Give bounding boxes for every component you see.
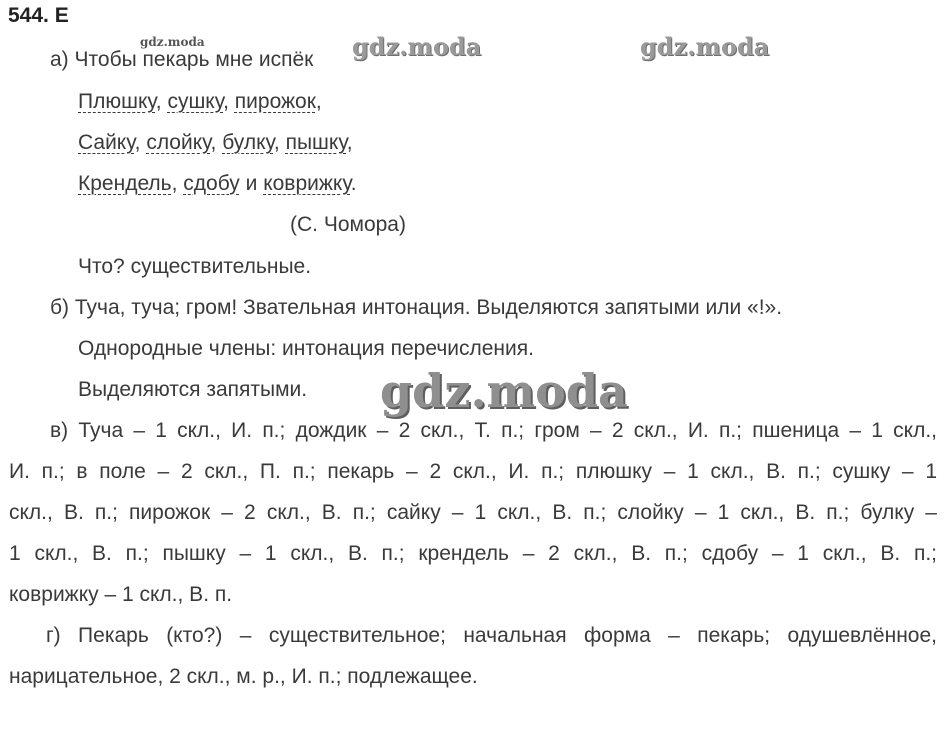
part-a-answer: Что? существительные.	[78, 255, 312, 278]
part-g-line-2: нарицательное, 2 скл., м. р., И. п.; подлежащее.	[9, 665, 478, 688]
watermark-medium: gdz.moda	[352, 32, 482, 61]
underlined-word: слойку	[146, 131, 211, 154]
part-v-line-2: И. п.; в поле – 2 скл., П. п.; пекарь – 2 скл., И. п.; плюшку – 1 скл., В. п.; сушку – 1	[9, 460, 937, 483]
exercise-number: 544. Е	[8, 4, 69, 27]
part-v-line-1: в) Туча – 1 скл., И. п.; дождик – 2 скл., Т. п.; гром – 2 скл., И. п.; пшеница – 1 скл.,	[50, 419, 937, 442]
part-a-intro: а) Чтобы пекарь мне испёк	[50, 48, 314, 71]
poem-line-1: Плюшку, сушку, пирожок,	[78, 90, 322, 113]
watermark-small: gdz.moda	[140, 35, 205, 49]
poem-line-2: Сайку, слойку, булку, пышку,	[78, 131, 353, 154]
underlined-word: Крендель	[78, 172, 172, 195]
part-v-line-3: скл., В. п.; пирожок – 2 скл., В. п.; сайку – 1 скл., В. п.; слойку – 1 скл., В. п.; булку –	[9, 501, 937, 524]
underlined-word: сдобу	[183, 172, 240, 195]
part-b-line-3: Выделяются запятыми.	[78, 378, 308, 401]
underlined-word: сушку	[167, 90, 224, 113]
part-v-line-4: 1 скл., В. п.; пышку – 1 скл., В. п.; крендель – 2 скл., В. п.; сдобу – 1 скл., В. п.;	[9, 542, 937, 565]
part-g-line-1: г) Пекарь (кто?) – существительное; начальная форма – пекарь; одушевлённое,	[46, 624, 937, 647]
underlined-word: коврижку	[263, 172, 351, 195]
part-b-line-1: б) Туча, туча; гром! Звательная интонация. Выделяются запятыми или «!».	[50, 296, 783, 319]
poem-line-3: Крендель, сдобу и коврижку.	[78, 172, 357, 195]
underlined-word: Плюшку	[78, 90, 156, 113]
part-v-line-5: коврижку – 1 скл., В. п.	[9, 583, 233, 606]
underlined-word: Сайку	[78, 131, 135, 154]
part-b-line-2: Однородные члены: интонация перечисления.	[78, 337, 534, 360]
watermark-large: gdz.moda	[380, 364, 628, 418]
underlined-word: булку	[222, 131, 274, 154]
watermark-medium: gdz.moda	[640, 32, 770, 61]
poem-author: (С. Чомора)	[290, 213, 406, 236]
underlined-word: пирожок	[234, 90, 316, 113]
underlined-word: пышку	[285, 131, 347, 154]
